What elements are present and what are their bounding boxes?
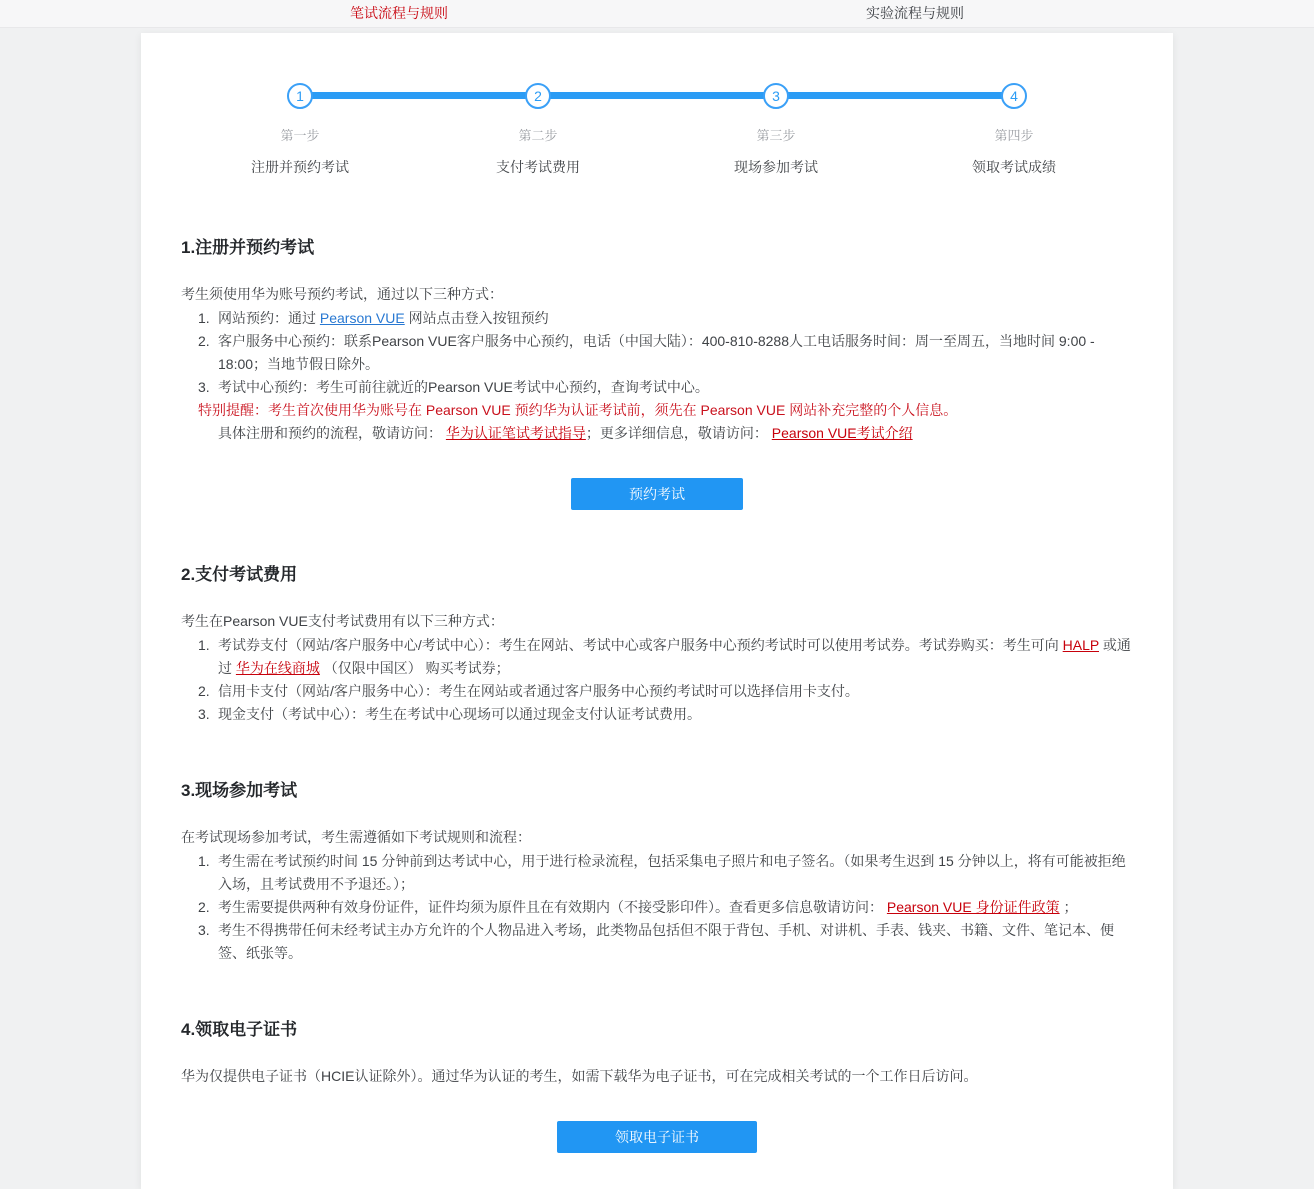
step-2-sublabel: 第二步 [518, 128, 558, 143]
list-item [198, 376, 1133, 399]
written-exam-guide-link[interactable]: 华为认证笔试考试指导 [445, 425, 586, 441]
text-segment: 或通过 [218, 637, 1131, 676]
text-segment: 考试中心预约：考生可前往就近的Pearson VUE考试中心预约，查询考试中心。 [218, 379, 709, 395]
special-reminder-text: 特别提醒：考生首次使用华为账号在 Pearson VUE 预约华为认证考试前，须先在 Pearson VUE 网站补充完整的个人信息。 [198, 402, 958, 418]
text-segment: （仅限中国区） 购买考试券； [319, 660, 510, 676]
section-4-intro: 华为仅提供电子证书（HCIE认证除外）。通过华为认证的考生，如需下载华为电子证书，可在完成相关考试的一个工作日后访问。 [181, 1068, 978, 1084]
text-segment: 考生需在考试预约时间 15 分钟前到达考试中心，用于进行检录流程，包括采集电子照片和电子签名。（如果考生迟到 15 分钟以上，将有可能被拒绝入场，且考试费用不予退还。）； [218, 853, 1126, 892]
section-get-e-certificate [181, 1015, 1133, 1153]
section-2-heading: 2.支付考试费用 [181, 565, 298, 584]
tab-lab-exam-rules[interactable]: 实验流程与规则 [866, 5, 964, 21]
text-segment: 网站预约：通过 [218, 310, 320, 326]
list-item [198, 896, 1133, 919]
text-segment: 考生需要提供两种有效身份证件，证件均须为原件且在有效期内（不接受影印件）。查看更多信息敬请访问： [218, 899, 887, 915]
section-attend-exam-onsite [181, 776, 1133, 965]
list-item [198, 850, 1133, 896]
text-segment: ；更多详细信息，敬请访问： [585, 425, 772, 441]
section-pay-exam-fee [181, 560, 1133, 726]
top-tabs-bar [0, 0, 1314, 28]
text-segment: 考生不得携带任何未经考试主办方允许的个人物品进入考场，此类物品包括但不限于背包、手机、对讲机、手表、钱夹、书籍、文件、笔记本、便签、纸张等。 [218, 922, 1114, 961]
section-3-intro: 在考试现场参加考试，考生需遵循如下考试规则和流程： [181, 829, 531, 845]
text-segment: 网站点击登入按钮预约 [404, 310, 549, 326]
list-item [198, 703, 1133, 726]
text-segment: 具体注册和预约的流程，敬请访问： [218, 425, 446, 441]
text-segment: 现金支付（考试中心）：考生在考试中心现场可以通过现金支付认证考试费用。 [218, 706, 701, 722]
pearson-vue-exam-intro-link[interactable]: Pearson VUE考试介绍 [771, 425, 913, 441]
text-segment: ； [1059, 899, 1078, 915]
section-1-intro: 考生须使用华为账号预约考试，通过以下三种方式： [181, 286, 503, 302]
exam-process-stepper [181, 33, 1133, 177]
section-2-list [198, 634, 1133, 726]
list-item [198, 330, 1133, 376]
section-4-heading: 4.领取电子证书 [181, 1020, 298, 1039]
section-3-heading: 3.现场参加考试 [181, 781, 298, 800]
list-item [198, 634, 1133, 680]
step-2-circle: 2 [525, 83, 551, 109]
step-1-circle: 1 [287, 83, 313, 109]
pearson-vue-id-policy-link[interactable]: Pearson VUE 身份证件政策 [886, 899, 1060, 915]
step-3-name: 现场参加考试 [734, 159, 818, 175]
pearson-vue-link[interactable]: Pearson VUE [319, 310, 405, 326]
content-card [141, 33, 1173, 1189]
list-item [198, 680, 1133, 703]
text-segment: 信用卡支付（网站/客户服务中心）：考生在网站或者通过客户服务中心预约考试时可以选择信用卡支付。 [218, 683, 859, 699]
section-1-heading: 1.注册并预约考试 [181, 238, 315, 257]
section-2-intro: 考生在Pearson VUE支付考试费用有以下三种方式： [181, 613, 504, 629]
more-info-line [218, 422, 1133, 445]
step-1-sublabel: 第一步 [280, 128, 320, 143]
section-register-book-exam [181, 233, 1133, 510]
list-item [198, 307, 1133, 330]
section-3-list [198, 850, 1133, 965]
tab-written-exam-rules[interactable]: 笔试流程与规则 [350, 5, 448, 21]
step-3-circle: 3 [763, 83, 789, 109]
top-tabs-inner [141, 0, 1173, 27]
step-3-sublabel: 第三步 [756, 128, 796, 143]
halp-link[interactable]: HALP [1062, 637, 1099, 653]
step-4-circle: 4 [1001, 83, 1027, 109]
section-1-list [198, 307, 1133, 399]
book-exam-button[interactable]: 预约考试 [571, 478, 743, 510]
step-4-name: 领取考试成绩 [972, 159, 1056, 175]
get-certificate-button[interactable]: 领取电子证书 [557, 1121, 757, 1153]
step-4-sublabel: 第四步 [994, 128, 1034, 143]
step-1-name: 注册并预约考试 [251, 159, 349, 175]
huawei-online-store-link[interactable]: 华为在线商城 [235, 660, 320, 676]
text-segment: 考试券支付（网站/客户服务中心/考试中心）：考生在网站、考试中心或客户服务中心预约考试时可以使用考试券。考试券购买：考生可向 [218, 637, 1063, 653]
list-item [198, 919, 1133, 965]
text-segment: 客户服务中心预约：联系Pearson VUE客户服务中心预约，电话（中国大陆）：400-810-8288人工电话服务时间：周一至周五，当地时间 9:00 - 18:00；当地节假日除外。 [218, 333, 1095, 372]
step-2-name: 支付考试费用 [496, 159, 580, 175]
